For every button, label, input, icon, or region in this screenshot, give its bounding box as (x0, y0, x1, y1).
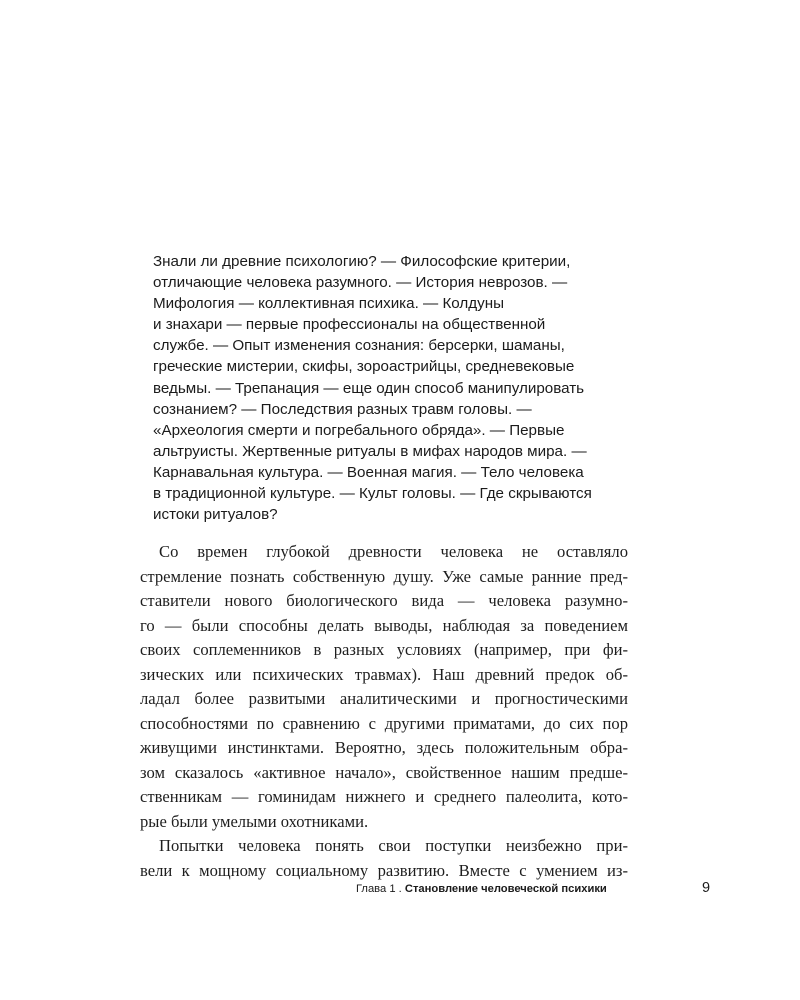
body-line: зических или психических травмах). Наш древний предок об- (140, 664, 628, 684)
body-line: способностями по сравнению с другими приматами, до сих пор (140, 713, 628, 733)
body-line: зом сказалось «активное начало», свойственное нашим предше- (140, 762, 628, 782)
body-line: стремление познать собственную душу. Уже самые ранние пред- (140, 566, 628, 586)
body-line: Со времен глубокой древности человека не оставляло (159, 542, 628, 561)
footer-chapter-title: Становление человеческой психики (404, 883, 607, 895)
summary-line: службе. — Опыт изменения сознания: берсерки, шаманы, (153, 337, 565, 355)
summary-line: греческие мистерии, скифы, зороастрийцы, средневековые (153, 358, 575, 376)
summary-line: Знали ли древние психологию? — Философские критерии, (153, 253, 571, 270)
body-line: живущими инстинктами. Вероятно, здесь положительным обра- (140, 738, 628, 757)
page-number: 9 (702, 880, 711, 896)
summary-line: истоки ритуалов? (153, 506, 278, 524)
paragraph-1 (140, 540, 628, 834)
summary-line: и знахари — первые профессионалы на общественной (153, 316, 546, 334)
body-line: своих соплеменников в разных условиях (например, при фи- (140, 640, 628, 659)
footer-chapter-label: Глава 1 . (356, 883, 402, 895)
body-line: рые были умелыми охотниками. (140, 811, 369, 831)
summary-line: «Археология смерти и погребального обряда». — Первые (153, 421, 565, 439)
body-line: вели к мощному социальному развитию. Вместе с умением из- (140, 860, 628, 880)
summary-line: альтруисты. Жертвенные ритуалы в мифах народов мира. — (153, 442, 587, 460)
body-line: Попытки человека понять свои поступки неизбежно при- (159, 836, 628, 855)
body-line: ладал более развитыми аналитическими и прогностическими (140, 689, 628, 708)
summary-line: в традиционной культуре. — Культ головы. — Где скрываются (153, 485, 592, 503)
summary-line: ведьмы. — Трепанация — еще один способ манипулировать (153, 379, 585, 397)
body-line: ставители нового биологического вида — человека разумно- (140, 591, 628, 610)
summary-line: сознанием? — Последствия разных травм головы. — (153, 400, 532, 418)
chapter-summary (153, 251, 633, 525)
body-line: го — были способны делать выводы, наблюдая за поведением (140, 615, 628, 635)
summary-line: Карнавальная культура. — Военная магия. — Тело человека (153, 463, 584, 481)
summary-line: отличающие человека разумного. — История неврозов. — (153, 274, 568, 292)
paragraph-2 (140, 834, 628, 883)
running-footer (356, 882, 607, 896)
summary-line: Мифология — коллективная психика. — Колдуны (153, 295, 505, 313)
body-line: ственникам — гоминидам нижнего и среднего палеолита, кото- (140, 787, 628, 806)
body-text (140, 540, 628, 883)
